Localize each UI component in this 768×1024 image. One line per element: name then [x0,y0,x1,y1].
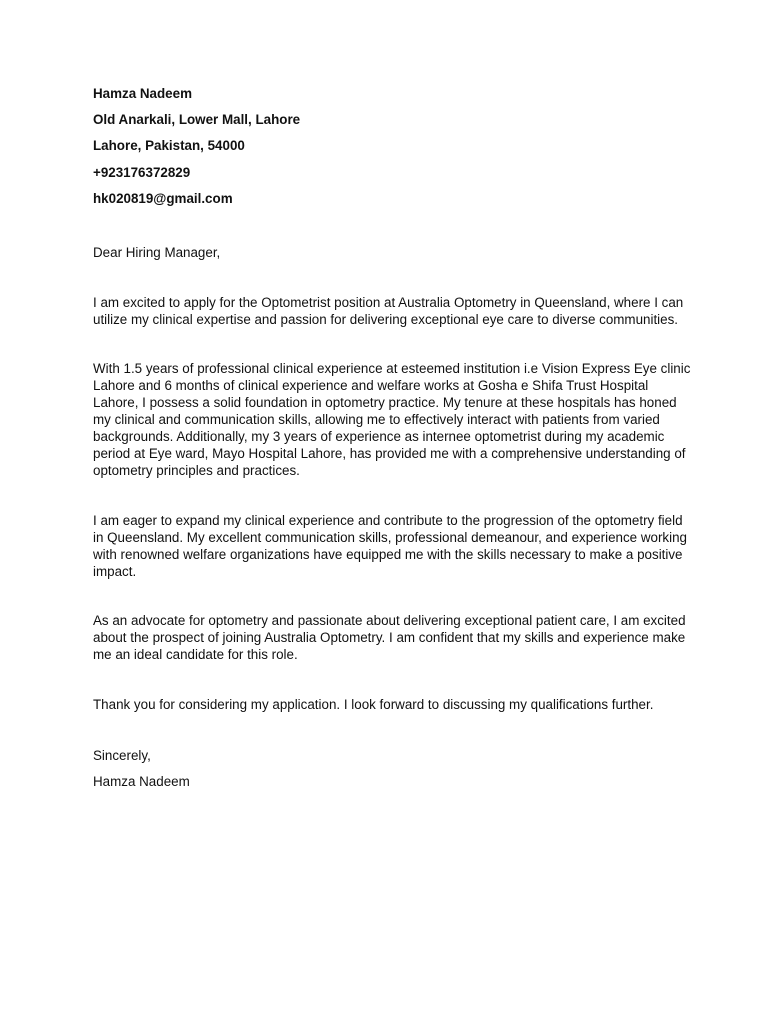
paragraph-thanks: Thank you for considering my application. I look forward to discussing my qualifications further. [93,697,654,713]
paragraph-advocacy: As an advocate for optometry and passionate about delivering exceptional patient care, I am excited about the prospect of joining Australia Optometry. I am confident that my skills and experience make me an ideal candidate for this role. [93,613,686,663]
sender-address-line1: Old Anarkali, Lower Mall, Lahore [93,112,301,128]
salutation: Dear Hiring Manager, [93,244,221,260]
paragraph-intro: I am excited to apply for the Optometrist position at Australia Optometry in Queensland, where I can utilize my clinical expertise and passion for delivering exceptional eye care to diverse communities. [93,294,684,327]
signature-name: Hamza Nadeem [93,774,190,790]
sender-block [93,86,693,208]
sender-address-line2: Lahore, Pakistan, 54000 [93,138,245,154]
closing: Sincerely, [93,748,151,764]
paragraph-experience: With 1.5 years of professional clinical experience at esteemed institution i.e Vision Express Eye clinic Lahore and 6 months of clinical experience and welfare works at Gosha e Shifa Trust Hospital Lahore, I possess a solid foundation in optometry practice. My tenure at these hospitals has honed my clinical and communication skills, allowing me to effectively interact with patients from varied backgrounds. Additionally, my 3 years of experience as internee optometrist during my academic period at Eye ward, Mayo Hospital Lahore, has provided me with a comprehensive understanding of optometry principles and practices. [93,361,691,478]
sender-phone: +923176372829 [93,164,191,180]
paragraph-motivation: I am eager to expand my clinical experience and contribute to the progression of the optometry field in Queensland. My excellent communication skills, professional demeanour, and experience working with renowned welfare organizations have equipped me with the skills necessary to make a positive impact. [93,512,687,579]
sender-email: hk020819@gmail.com [93,190,233,206]
sender-name: Hamza Nadeem [93,86,192,101]
cover-letter [93,86,693,791]
